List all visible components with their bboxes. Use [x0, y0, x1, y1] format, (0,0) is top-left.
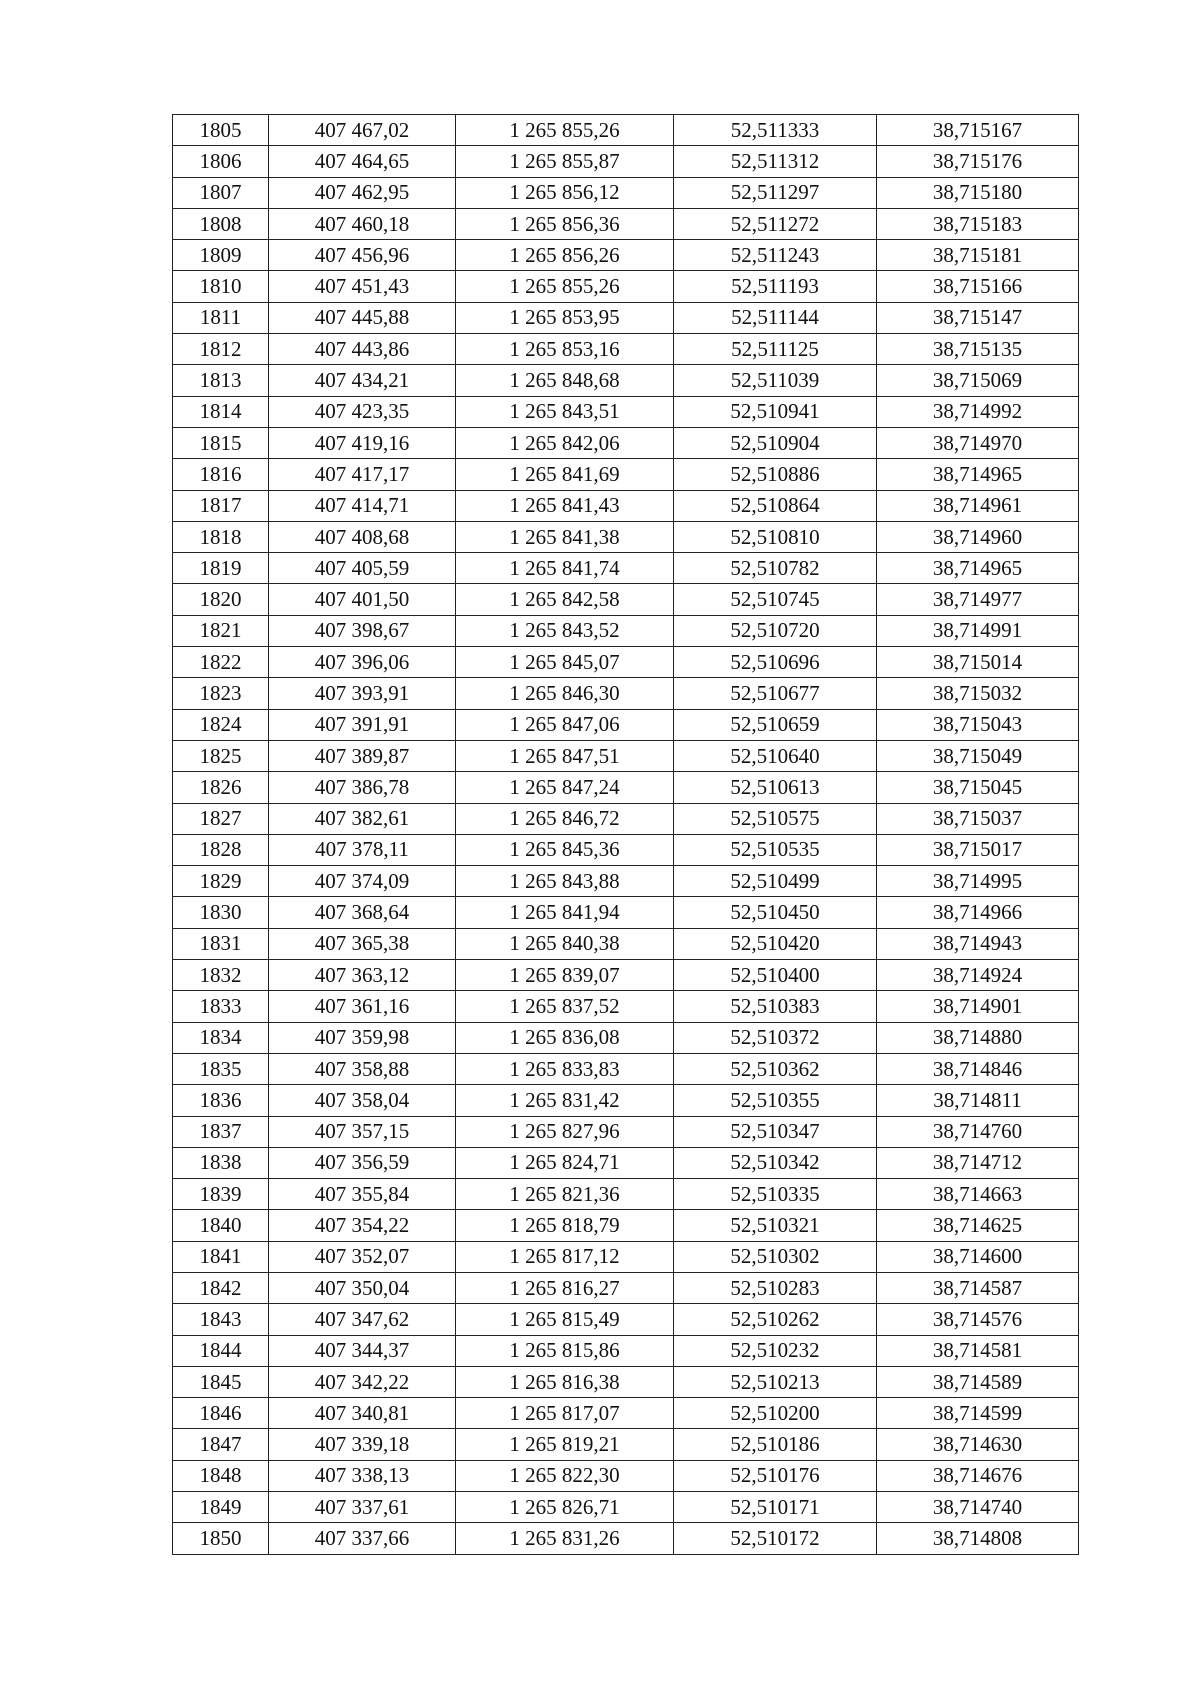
y-coordinate-cell: 1 265 821,36 [456, 1179, 674, 1210]
point-number-cell: 1838 [173, 1147, 269, 1178]
y-coordinate-cell: 1 265 842,06 [456, 427, 674, 458]
table-row [173, 584, 1079, 615]
latitude-cell: 52,510200 [674, 1398, 877, 1429]
point-number-cell: 1840 [173, 1210, 269, 1241]
y-coordinate-cell: 1 265 856,26 [456, 240, 674, 271]
latitude-cell: 52,510355 [674, 1085, 877, 1116]
point-number-cell: 1844 [173, 1335, 269, 1366]
table-row [173, 1398, 1079, 1429]
point-number-cell: 1826 [173, 772, 269, 803]
longitude-cell: 38,714676 [877, 1460, 1079, 1491]
table-row [173, 740, 1079, 771]
x-coordinate-cell: 407 354,22 [269, 1210, 456, 1241]
x-coordinate-cell: 407 363,12 [269, 960, 456, 991]
longitude-cell: 38,715135 [877, 334, 1079, 365]
table-row [173, 208, 1079, 239]
longitude-cell: 38,714977 [877, 584, 1079, 615]
table-row [173, 240, 1079, 271]
y-coordinate-cell: 1 265 841,43 [456, 490, 674, 521]
table-row [173, 146, 1079, 177]
y-coordinate-cell: 1 265 827,96 [456, 1116, 674, 1147]
point-number-cell: 1825 [173, 740, 269, 771]
latitude-cell: 52,510745 [674, 584, 877, 615]
point-number-cell: 1835 [173, 1053, 269, 1084]
y-coordinate-cell: 1 265 843,51 [456, 396, 674, 427]
x-coordinate-cell: 407 357,15 [269, 1116, 456, 1147]
x-coordinate-cell: 407 340,81 [269, 1398, 456, 1429]
longitude-cell: 38,714712 [877, 1147, 1079, 1178]
x-coordinate-cell: 407 337,61 [269, 1492, 456, 1523]
longitude-cell: 38,715183 [877, 208, 1079, 239]
table-row [173, 302, 1079, 333]
x-coordinate-cell: 407 358,88 [269, 1053, 456, 1084]
latitude-cell: 52,511039 [674, 365, 877, 396]
table-row [173, 615, 1079, 646]
coordinates-table [172, 114, 1079, 1555]
point-number-cell: 1843 [173, 1304, 269, 1335]
point-number-cell: 1850 [173, 1523, 269, 1554]
x-coordinate-cell: 407 445,88 [269, 302, 456, 333]
point-number-cell: 1821 [173, 615, 269, 646]
latitude-cell: 52,510186 [674, 1429, 877, 1460]
latitude-cell: 52,510499 [674, 866, 877, 897]
y-coordinate-cell: 1 265 853,95 [456, 302, 674, 333]
x-coordinate-cell: 407 456,96 [269, 240, 456, 271]
table-row [173, 1335, 1079, 1366]
latitude-cell: 52,511272 [674, 208, 877, 239]
y-coordinate-cell: 1 265 855,87 [456, 146, 674, 177]
point-number-cell: 1817 [173, 490, 269, 521]
x-coordinate-cell: 407 339,18 [269, 1429, 456, 1460]
longitude-cell: 38,714808 [877, 1523, 1079, 1554]
y-coordinate-cell: 1 265 822,30 [456, 1460, 674, 1491]
point-number-cell: 1845 [173, 1366, 269, 1397]
longitude-cell: 38,715166 [877, 271, 1079, 302]
x-coordinate-cell: 407 355,84 [269, 1179, 456, 1210]
y-coordinate-cell: 1 265 815,49 [456, 1304, 674, 1335]
y-coordinate-cell: 1 265 833,83 [456, 1053, 674, 1084]
y-coordinate-cell: 1 265 840,38 [456, 928, 674, 959]
table-row [173, 709, 1079, 740]
latitude-cell: 52,511243 [674, 240, 877, 271]
table-row [173, 647, 1079, 678]
latitude-cell: 52,510420 [674, 928, 877, 959]
longitude-cell: 38,715147 [877, 302, 1079, 333]
latitude-cell: 52,510696 [674, 647, 877, 678]
y-coordinate-cell: 1 265 856,12 [456, 177, 674, 208]
table-row [173, 1523, 1079, 1554]
latitude-cell: 52,510321 [674, 1210, 877, 1241]
point-number-cell: 1818 [173, 521, 269, 552]
table-row [173, 772, 1079, 803]
latitude-cell: 52,510886 [674, 459, 877, 490]
y-coordinate-cell: 1 265 843,52 [456, 615, 674, 646]
x-coordinate-cell: 407 462,95 [269, 177, 456, 208]
x-coordinate-cell: 407 434,21 [269, 365, 456, 396]
x-coordinate-cell: 407 408,68 [269, 521, 456, 552]
table-row [173, 1053, 1079, 1084]
longitude-cell: 38,714760 [877, 1116, 1079, 1147]
table-row [173, 1147, 1079, 1178]
latitude-cell: 52,510383 [674, 991, 877, 1022]
y-coordinate-cell: 1 265 845,07 [456, 647, 674, 678]
y-coordinate-cell: 1 265 839,07 [456, 960, 674, 991]
point-number-cell: 1828 [173, 834, 269, 865]
latitude-cell: 52,510302 [674, 1241, 877, 1272]
longitude-cell: 38,714740 [877, 1492, 1079, 1523]
longitude-cell: 38,715176 [877, 146, 1079, 177]
table-row [173, 1022, 1079, 1053]
point-number-cell: 1848 [173, 1460, 269, 1491]
table-row [173, 521, 1079, 552]
x-coordinate-cell: 407 365,38 [269, 928, 456, 959]
point-number-cell: 1824 [173, 709, 269, 740]
latitude-cell: 52,510640 [674, 740, 877, 771]
longitude-cell: 38,715014 [877, 647, 1079, 678]
latitude-cell: 52,510372 [674, 1022, 877, 1053]
x-coordinate-cell: 407 368,64 [269, 897, 456, 928]
x-coordinate-cell: 407 419,16 [269, 427, 456, 458]
y-coordinate-cell: 1 265 855,26 [456, 271, 674, 302]
longitude-cell: 38,715181 [877, 240, 1079, 271]
y-coordinate-cell: 1 265 841,74 [456, 553, 674, 584]
longitude-cell: 38,714811 [877, 1085, 1079, 1116]
x-coordinate-cell: 407 391,91 [269, 709, 456, 740]
longitude-cell: 38,715032 [877, 678, 1079, 709]
longitude-cell: 38,715017 [877, 834, 1079, 865]
latitude-cell: 52,510810 [674, 521, 877, 552]
longitude-cell: 38,714581 [877, 1335, 1079, 1366]
point-number-cell: 1839 [173, 1179, 269, 1210]
latitude-cell: 52,510575 [674, 803, 877, 834]
point-number-cell: 1810 [173, 271, 269, 302]
point-number-cell: 1806 [173, 146, 269, 177]
table-row [173, 459, 1079, 490]
x-coordinate-cell: 407 393,91 [269, 678, 456, 709]
point-number-cell: 1809 [173, 240, 269, 271]
x-coordinate-cell: 407 423,35 [269, 396, 456, 427]
y-coordinate-cell: 1 265 837,52 [456, 991, 674, 1022]
x-coordinate-cell: 407 337,66 [269, 1523, 456, 1554]
x-coordinate-cell: 407 382,61 [269, 803, 456, 834]
y-coordinate-cell: 1 265 816,38 [456, 1366, 674, 1397]
table-row [173, 115, 1079, 146]
longitude-cell: 38,714943 [877, 928, 1079, 959]
x-coordinate-cell: 407 378,11 [269, 834, 456, 865]
longitude-cell: 38,714965 [877, 553, 1079, 584]
coordinates-table-body [173, 115, 1079, 1555]
longitude-cell: 38,714992 [877, 396, 1079, 427]
point-number-cell: 1819 [173, 553, 269, 584]
latitude-cell: 52,511333 [674, 115, 877, 146]
y-coordinate-cell: 1 265 815,86 [456, 1335, 674, 1366]
point-number-cell: 1823 [173, 678, 269, 709]
x-coordinate-cell: 407 356,59 [269, 1147, 456, 1178]
latitude-cell: 52,511312 [674, 146, 877, 177]
longitude-cell: 38,714965 [877, 459, 1079, 490]
table-row [173, 1304, 1079, 1335]
longitude-cell: 38,714600 [877, 1241, 1079, 1272]
longitude-cell: 38,714846 [877, 1053, 1079, 1084]
y-coordinate-cell: 1 265 841,69 [456, 459, 674, 490]
table-row [173, 991, 1079, 1022]
point-number-cell: 1846 [173, 1398, 269, 1429]
point-number-cell: 1849 [173, 1492, 269, 1523]
table-row [173, 1366, 1079, 1397]
point-number-cell: 1842 [173, 1272, 269, 1303]
y-coordinate-cell: 1 265 817,07 [456, 1398, 674, 1429]
longitude-cell: 38,714991 [877, 615, 1079, 646]
y-coordinate-cell: 1 265 847,06 [456, 709, 674, 740]
longitude-cell: 38,714576 [877, 1304, 1079, 1335]
point-number-cell: 1832 [173, 960, 269, 991]
x-coordinate-cell: 407 389,87 [269, 740, 456, 771]
y-coordinate-cell: 1 265 841,94 [456, 897, 674, 928]
y-coordinate-cell: 1 265 856,36 [456, 208, 674, 239]
x-coordinate-cell: 407 350,04 [269, 1272, 456, 1303]
y-coordinate-cell: 1 265 855,26 [456, 115, 674, 146]
point-number-cell: 1816 [173, 459, 269, 490]
longitude-cell: 38,715049 [877, 740, 1079, 771]
table-row [173, 334, 1079, 365]
table-row [173, 177, 1079, 208]
table-row [173, 1210, 1079, 1241]
point-number-cell: 1814 [173, 396, 269, 427]
point-number-cell: 1813 [173, 365, 269, 396]
x-coordinate-cell: 407 338,13 [269, 1460, 456, 1491]
longitude-cell: 38,714589 [877, 1366, 1079, 1397]
x-coordinate-cell: 407 443,86 [269, 334, 456, 365]
longitude-cell: 38,714970 [877, 427, 1079, 458]
latitude-cell: 52,510535 [674, 834, 877, 865]
table-row [173, 678, 1079, 709]
point-number-cell: 1811 [173, 302, 269, 333]
y-coordinate-cell: 1 265 842,58 [456, 584, 674, 615]
latitude-cell: 52,510450 [674, 897, 877, 928]
latitude-cell: 52,510941 [674, 396, 877, 427]
longitude-cell: 38,715167 [877, 115, 1079, 146]
latitude-cell: 52,510171 [674, 1492, 877, 1523]
point-number-cell: 1812 [173, 334, 269, 365]
longitude-cell: 38,714663 [877, 1179, 1079, 1210]
y-coordinate-cell: 1 265 831,26 [456, 1523, 674, 1554]
point-number-cell: 1841 [173, 1241, 269, 1272]
table-row [173, 866, 1079, 897]
y-coordinate-cell: 1 265 853,16 [456, 334, 674, 365]
point-number-cell: 1822 [173, 647, 269, 678]
point-number-cell: 1807 [173, 177, 269, 208]
longitude-cell: 38,714880 [877, 1022, 1079, 1053]
longitude-cell: 38,714966 [877, 897, 1079, 928]
x-coordinate-cell: 407 405,59 [269, 553, 456, 584]
x-coordinate-cell: 407 460,18 [269, 208, 456, 239]
table-row [173, 1460, 1079, 1491]
table-row [173, 960, 1079, 991]
table-row [173, 1429, 1079, 1460]
y-coordinate-cell: 1 265 846,30 [456, 678, 674, 709]
latitude-cell: 52,510232 [674, 1335, 877, 1366]
longitude-cell: 38,714960 [877, 521, 1079, 552]
table-row [173, 1085, 1079, 1116]
point-number-cell: 1833 [173, 991, 269, 1022]
point-number-cell: 1805 [173, 115, 269, 146]
x-coordinate-cell: 407 386,78 [269, 772, 456, 803]
table-row [173, 1179, 1079, 1210]
x-coordinate-cell: 407 398,67 [269, 615, 456, 646]
x-coordinate-cell: 407 451,43 [269, 271, 456, 302]
y-coordinate-cell: 1 265 826,71 [456, 1492, 674, 1523]
x-coordinate-cell: 407 347,62 [269, 1304, 456, 1335]
y-coordinate-cell: 1 265 848,68 [456, 365, 674, 396]
y-coordinate-cell: 1 265 846,72 [456, 803, 674, 834]
point-number-cell: 1831 [173, 928, 269, 959]
longitude-cell: 38,715069 [877, 365, 1079, 396]
latitude-cell: 52,510362 [674, 1053, 877, 1084]
latitude-cell: 52,510659 [674, 709, 877, 740]
y-coordinate-cell: 1 265 847,51 [456, 740, 674, 771]
table-row [173, 396, 1079, 427]
table-row [173, 427, 1079, 458]
y-coordinate-cell: 1 265 841,38 [456, 521, 674, 552]
table-row [173, 490, 1079, 521]
y-coordinate-cell: 1 265 831,42 [456, 1085, 674, 1116]
latitude-cell: 52,510335 [674, 1179, 877, 1210]
latitude-cell: 52,510677 [674, 678, 877, 709]
latitude-cell: 52,511193 [674, 271, 877, 302]
longitude-cell: 38,714924 [877, 960, 1079, 991]
point-number-cell: 1815 [173, 427, 269, 458]
x-coordinate-cell: 407 358,04 [269, 1085, 456, 1116]
point-number-cell: 1820 [173, 584, 269, 615]
latitude-cell: 52,510283 [674, 1272, 877, 1303]
x-coordinate-cell: 407 352,07 [269, 1241, 456, 1272]
x-coordinate-cell: 407 414,71 [269, 490, 456, 521]
longitude-cell: 38,714901 [877, 991, 1079, 1022]
x-coordinate-cell: 407 401,50 [269, 584, 456, 615]
table-row [173, 897, 1079, 928]
x-coordinate-cell: 407 344,37 [269, 1335, 456, 1366]
latitude-cell: 52,510904 [674, 427, 877, 458]
longitude-cell: 38,715045 [877, 772, 1079, 803]
latitude-cell: 52,510720 [674, 615, 877, 646]
point-number-cell: 1836 [173, 1085, 269, 1116]
x-coordinate-cell: 407 464,65 [269, 146, 456, 177]
y-coordinate-cell: 1 265 817,12 [456, 1241, 674, 1272]
y-coordinate-cell: 1 265 818,79 [456, 1210, 674, 1241]
point-number-cell: 1808 [173, 208, 269, 239]
point-number-cell: 1827 [173, 803, 269, 834]
point-number-cell: 1837 [173, 1116, 269, 1147]
latitude-cell: 52,511125 [674, 334, 877, 365]
table-row [173, 1116, 1079, 1147]
latitude-cell: 52,510864 [674, 490, 877, 521]
latitude-cell: 52,510262 [674, 1304, 877, 1335]
x-coordinate-cell: 407 374,09 [269, 866, 456, 897]
latitude-cell: 52,510213 [674, 1366, 877, 1397]
x-coordinate-cell: 407 359,98 [269, 1022, 456, 1053]
latitude-cell: 52,511144 [674, 302, 877, 333]
x-coordinate-cell: 407 396,06 [269, 647, 456, 678]
longitude-cell: 38,714995 [877, 866, 1079, 897]
table-row [173, 553, 1079, 584]
table-row [173, 834, 1079, 865]
table-row [173, 365, 1079, 396]
longitude-cell: 38,714587 [877, 1272, 1079, 1303]
table-row [173, 1272, 1079, 1303]
point-number-cell: 1834 [173, 1022, 269, 1053]
latitude-cell: 52,510400 [674, 960, 877, 991]
x-coordinate-cell: 407 417,17 [269, 459, 456, 490]
point-number-cell: 1829 [173, 866, 269, 897]
table-row [173, 803, 1079, 834]
latitude-cell: 52,510176 [674, 1460, 877, 1491]
latitude-cell: 52,510782 [674, 553, 877, 584]
y-coordinate-cell: 1 265 819,21 [456, 1429, 674, 1460]
x-coordinate-cell: 407 342,22 [269, 1366, 456, 1397]
point-number-cell: 1847 [173, 1429, 269, 1460]
point-number-cell: 1830 [173, 897, 269, 928]
y-coordinate-cell: 1 265 847,24 [456, 772, 674, 803]
longitude-cell: 38,714961 [877, 490, 1079, 521]
table-row [173, 1241, 1079, 1272]
y-coordinate-cell: 1 265 843,88 [456, 866, 674, 897]
longitude-cell: 38,715043 [877, 709, 1079, 740]
y-coordinate-cell: 1 265 816,27 [456, 1272, 674, 1303]
latitude-cell: 52,510172 [674, 1523, 877, 1554]
x-coordinate-cell: 407 361,16 [269, 991, 456, 1022]
longitude-cell: 38,714630 [877, 1429, 1079, 1460]
latitude-cell: 52,510342 [674, 1147, 877, 1178]
table-row [173, 1492, 1079, 1523]
longitude-cell: 38,714599 [877, 1398, 1079, 1429]
longitude-cell: 38,715180 [877, 177, 1079, 208]
longitude-cell: 38,715037 [877, 803, 1079, 834]
x-coordinate-cell: 407 467,02 [269, 115, 456, 146]
y-coordinate-cell: 1 265 845,36 [456, 834, 674, 865]
y-coordinate-cell: 1 265 824,71 [456, 1147, 674, 1178]
latitude-cell: 52,510613 [674, 772, 877, 803]
latitude-cell: 52,510347 [674, 1116, 877, 1147]
y-coordinate-cell: 1 265 836,08 [456, 1022, 674, 1053]
latitude-cell: 52,511297 [674, 177, 877, 208]
longitude-cell: 38,714625 [877, 1210, 1079, 1241]
table-row [173, 271, 1079, 302]
table-row [173, 928, 1079, 959]
